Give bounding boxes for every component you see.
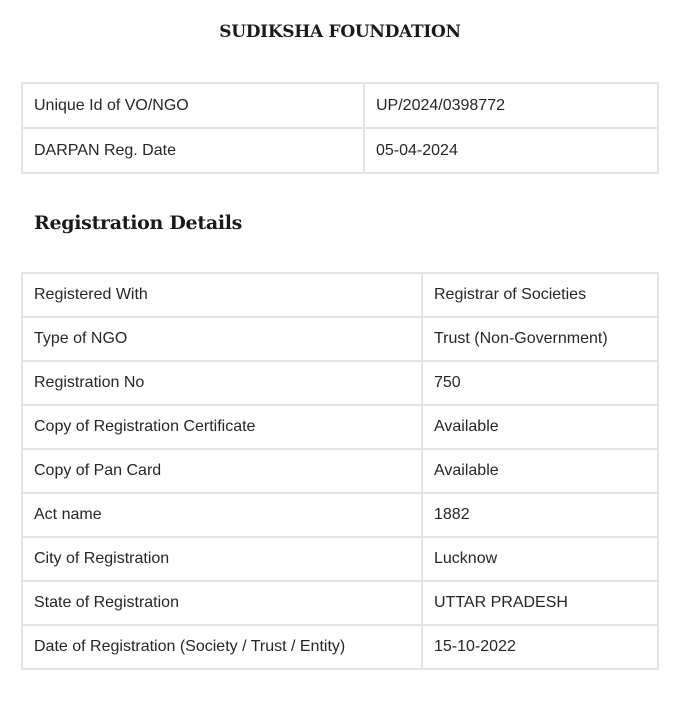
row-value: Available	[422, 405, 658, 449]
row-label: State of Registration	[22, 581, 422, 625]
row-value: 05-04-2024	[364, 128, 658, 173]
page-title: SUDIKSHA FOUNDATION	[219, 22, 461, 42]
row-value: 1882	[422, 493, 658, 537]
registration-details-heading: Registration Details	[34, 212, 243, 234]
row-value: Trust (Non-Government)	[422, 317, 658, 361]
row-value: UP/2024/0398772	[364, 83, 658, 128]
row-value: 750	[422, 361, 658, 405]
table-row	[22, 449, 658, 493]
table-row	[22, 581, 658, 625]
row-value: Available	[422, 449, 658, 493]
table-row	[22, 405, 658, 449]
row-label: Copy of Pan Card	[22, 449, 422, 493]
row-label: Registered With	[22, 273, 422, 317]
table-row	[22, 128, 658, 173]
row-label: DARPAN Reg. Date	[22, 128, 364, 173]
table-row	[22, 537, 658, 581]
row-label: Act name	[22, 493, 422, 537]
row-label: Registration No	[22, 361, 422, 405]
registration-details-table	[21, 272, 659, 670]
table-row	[22, 625, 658, 669]
table-row	[22, 493, 658, 537]
table-row	[22, 361, 658, 405]
table-row	[22, 317, 658, 361]
row-label: Unique Id of VO/NGO	[22, 83, 364, 128]
identity-table	[21, 82, 659, 174]
row-label: Type of NGO	[22, 317, 422, 361]
row-value: Lucknow	[422, 537, 658, 581]
row-value: UTTAR PRADESH	[422, 581, 658, 625]
row-label: Date of Registration (Society / Trust / Entity)	[22, 625, 422, 669]
row-label: Copy of Registration Certificate	[22, 405, 422, 449]
table-row	[22, 83, 658, 128]
row-value: 15-10-2022	[422, 625, 658, 669]
table-row	[22, 273, 658, 317]
row-value: Registrar of Societies	[422, 273, 658, 317]
row-label: City of Registration	[22, 537, 422, 581]
